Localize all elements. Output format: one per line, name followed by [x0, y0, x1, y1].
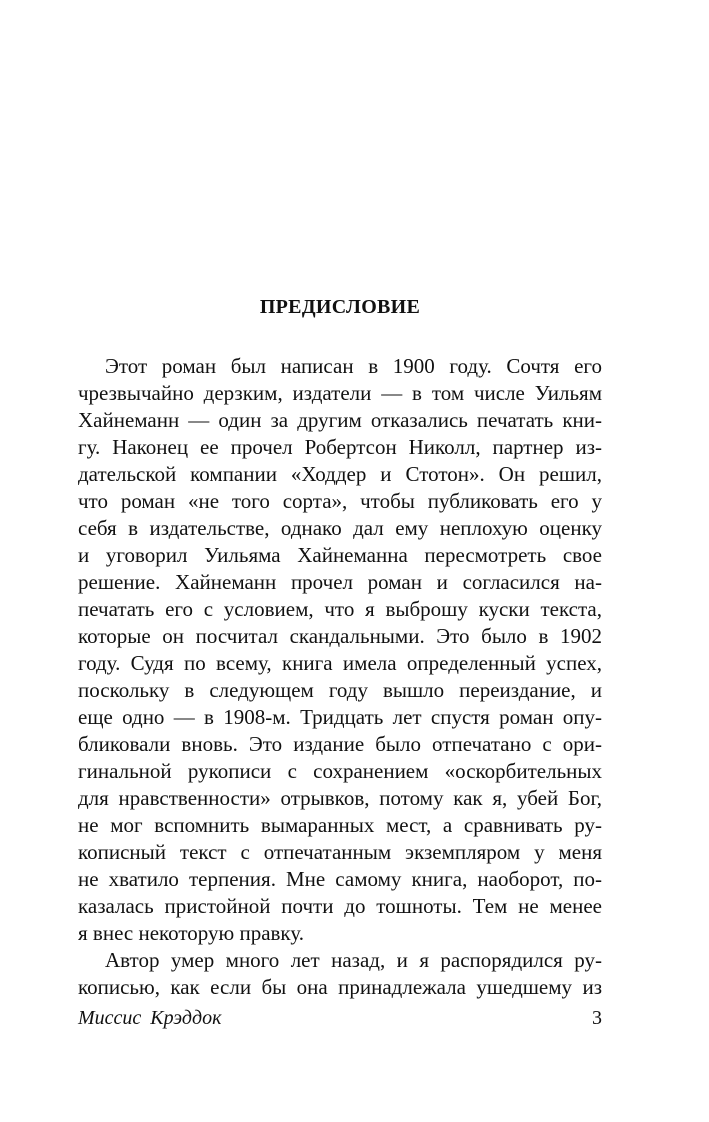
text-line: Автор умер много лет назад, и я распорядился ру-	[105, 948, 602, 972]
text-line: гу. Наконец ее прочел Робертсон Николл, партнер из-	[78, 435, 602, 459]
text-line: году. Судя по всему, книга имела определенный успех,	[78, 651, 602, 675]
text-line: Хайнеманн — один за другим отказались печатать кни-	[78, 408, 602, 432]
text-line: гинальной рукописи с сохранением «оскорбительных	[78, 759, 602, 783]
text-line: себя в издательстве, однако дал ему неплохую оценку	[78, 516, 602, 540]
text-line: что роман «не того сорта», чтобы публиковать его у	[78, 489, 602, 513]
text-line: я внес некоторую правку.	[78, 921, 304, 945]
text-line: не хватило терпения. Мне самому книга, наоборот, по-	[78, 867, 602, 891]
text-line: не мог вспомнить вымаранных мест, а сравнивать ру-	[78, 813, 602, 837]
text-line: решение. Хайнеманн прочел роман и согласился на-	[78, 570, 602, 594]
text-line: кописью, как если бы она принадлежала ушедшему из	[78, 975, 602, 999]
text-line: которые он посчитал скандальными. Это было в 1902	[78, 624, 602, 648]
text-line: бликовали вновь. Это издание было отпечатано с ори-	[78, 732, 602, 756]
text-line: еще одно — в 1908-м. Тридцать лет спустя роман опу-	[78, 705, 602, 729]
text-line: казалась пристойной почти до тошноты. Тем не менее	[78, 894, 602, 918]
text-line: кописный текст с отпечатанным экземпляром у меня	[78, 840, 602, 864]
text-line: для нравственности» отрывков, потому как я, убей Бог,	[78, 786, 602, 810]
page-footer	[78, 1007, 602, 1033]
text-line: и уговорил Уильяма Хайнеманна пересмотреть свое	[78, 543, 602, 567]
page-number: 3	[592, 1007, 602, 1029]
text-line: Этот роман был написан в 1900 году. Сочтя его	[105, 354, 602, 378]
chapter-heading: ПРЕДИСЛОВИЕ	[259, 296, 421, 318]
text-line: чрезвычайно дерзким, издатели — в том числе Уильям	[78, 381, 602, 405]
text-line: поскольку в следующем году вышло переиздание, и	[78, 678, 602, 702]
body-text	[78, 353, 602, 1001]
text-line: дательской компании «Ходдер и Стотон». Он решил,	[78, 462, 602, 486]
running-title: Миссис Крэддок	[78, 1007, 222, 1029]
text-line: печатать его с условием, что я выброшу куски текста,	[78, 597, 602, 621]
